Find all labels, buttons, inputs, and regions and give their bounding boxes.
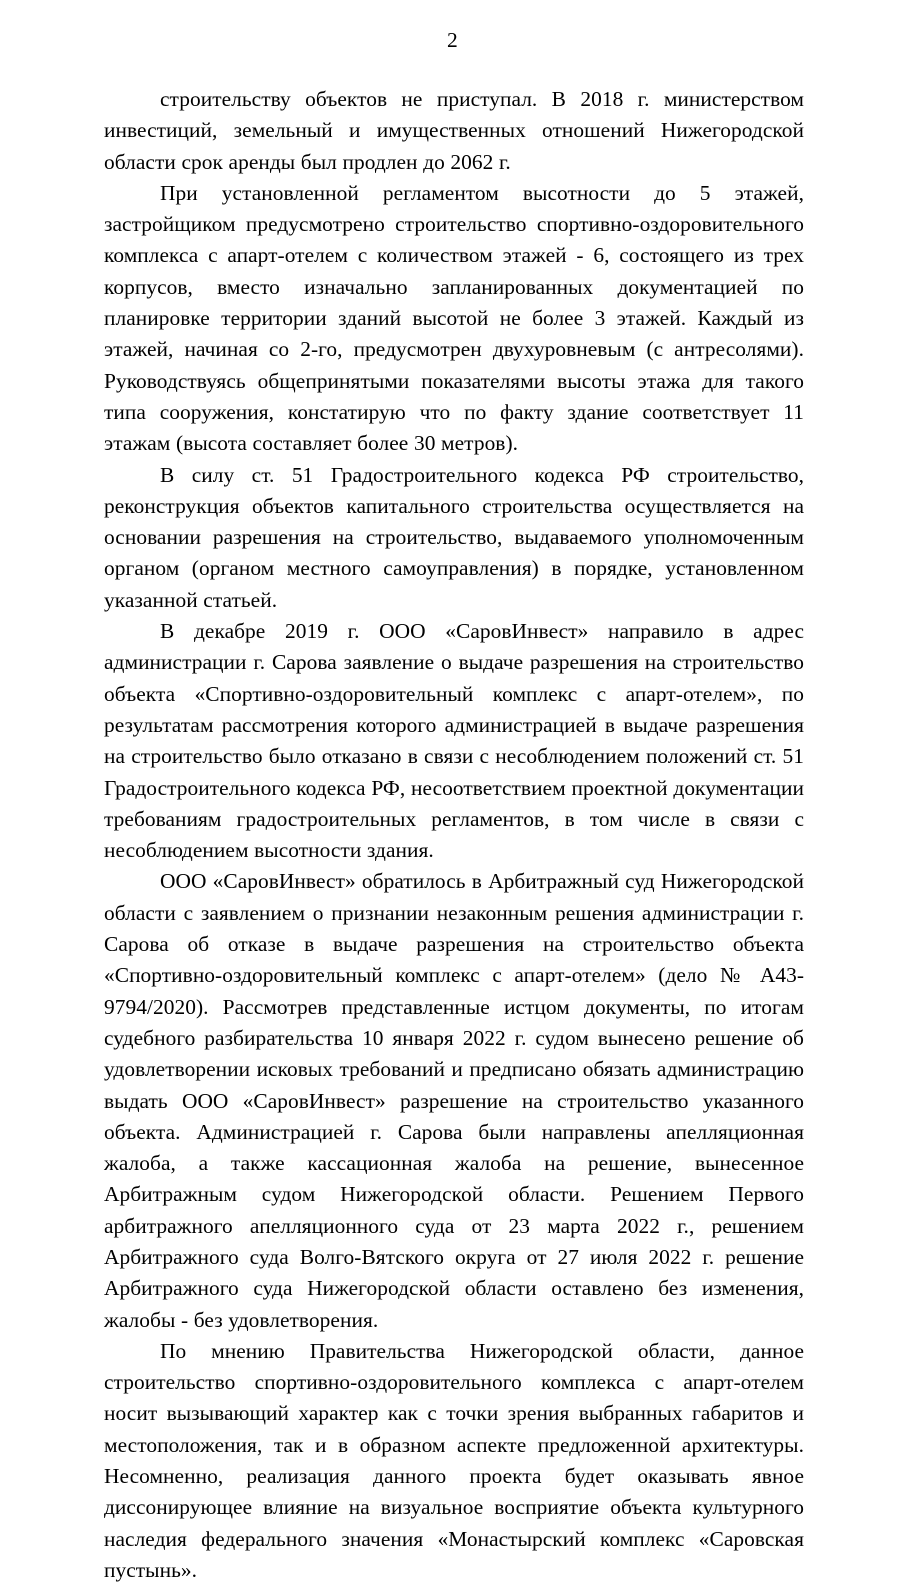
page-number: 2 [447,28,458,52]
document-body [104,84,804,1586]
paragraph: строительству объектов не приступал. В 2018 г. министерством инвестиций, земельный и имущественных отношений Нижегородской области срок аренды был продлен до 2062 г. [104,87,804,174]
paragraph: ООО «СаровИнвест» обратилось в Арбитражный суд Нижегородской области с заявлением о признании незаконным решения администрации г. Сарова об отказе в выдаче разрешения на строительство объекта «Спортивно-оздоровительный комплекс с апарт-отелем» (дело № А43-9794/2020). Рассмотрев представленные истцом документы, по итогам судебного разбирательства 10 января 2022 г. судом вынесено решение об удовлетворении исковых требований и предписано обязать администрацию выдать ООО «СаровИнвест» разрешение на строительство указанного объекта. Администрацией г. Сарова были направлены апелляционная жалоба, а также кассационная жалоба на решение, вынесенное Арбитражным судом Нижегородской области. Решением Первого арбитражного апелляционного суда от 23 марта 2022 г., решением Арбитражного суда Волго-Вятского округа от 27 июля 2022 г. решение Арбитражного суда Нижегородской области оставлено без изменения, жалобы - без удовлетворения. [104,869,804,1332]
paragraph: В декабре 2019 г. ООО «СаровИнвест» направило в адрес администрации г. Сарова заявление о выдаче разрешения на строительство объекта «Спортивно-оздоровительный комплекс с апарт-отелем», по результатам рассмотрения которого администрацией в выдаче разрешения на строительство было отказано в связи с несоблюдением положений ст. 51 Градостроительного кодекса РФ, несоответствием проектной документации требованиям градостроительных регламентов, в том числе в связи с несоблюдением высотности здания. [104,619,804,863]
paragraph: В силу ст. 51 Градостроительного кодекса РФ строительство, реконструкция объектов капитального строительства осуществляется на основании разрешения на строительство, выдаваемого уполномоченным органом (органом местного самоуправления) в порядке, установленном указанной статьей. [104,462,804,612]
paragraph: По мнению Правительства Нижегородской области, данное строительство спортивно-оздоровительного комплекса с апарт-отелем носит вызывающий характер как с точки зрения выбранных габаритов и местоположения, так и в образном аспекте предложенной архитектуры. Несомненно, реализация данного проекта будет оказывать явное диссонирующее влияние на визуальное восприятие объекта культурного наследия федерального значения «Монастырский комплекс «Саровская пустынь». [104,1338,804,1582]
paragraph: При установленной регламентом высотности до 5 этажей, застройщиком предусмотрено строительство спортивно-оздоровительного комплекса с апарт-отелем с количеством этажей - 6, состоящего из трех корпусов, вместо изначально запланированных документацией по планировке территории зданий высотой не более 3 этажей. Каждый из этажей, начиная со 2-го, предусмотрен двухуровневым (с антресолями). Руководствуясь общепринятыми показателями высоты этажа для такого типа сооружения, констатирую что по факту здание соответствует 11 этажам (высота составляет более 30 метров). [104,180,804,456]
